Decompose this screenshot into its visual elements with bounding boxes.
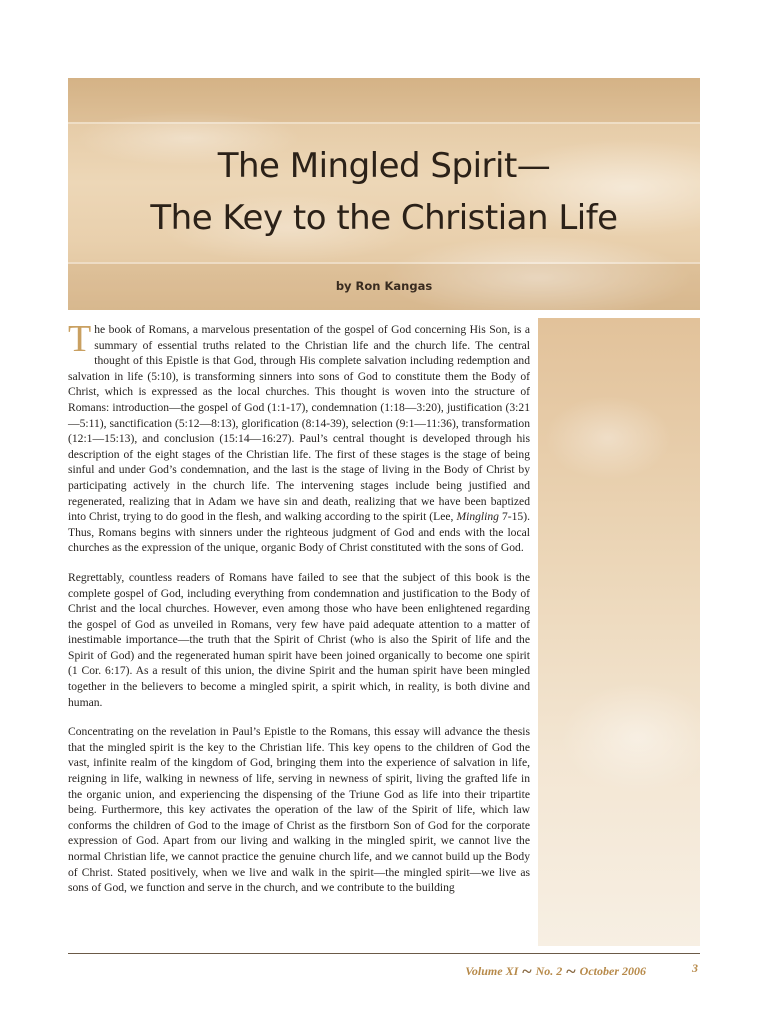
tilde-separator-2: ~ bbox=[566, 961, 576, 981]
banner-top-band bbox=[68, 78, 700, 122]
paragraph-1 bbox=[68, 318, 530, 556]
tilde-separator-1: ~ bbox=[522, 961, 532, 981]
title-line-1: The Mingled Spirit— bbox=[217, 146, 551, 186]
title-line-2: The Key to the Christian Life bbox=[150, 198, 618, 238]
banner-divider-bottom bbox=[68, 262, 700, 264]
footer-rule bbox=[68, 953, 700, 954]
issue-date: October 2006 bbox=[579, 964, 646, 978]
book-title-italic: Mingling bbox=[456, 510, 499, 524]
issue-number: No. 2 bbox=[535, 964, 563, 978]
paragraph-3: Concentrating on the revelation in Paul’s Epistle to the Romans, this essay will advance the thesis that the mingled spirit is the key to the Christian life. This key opens to the children of God the vast, infinite realm of the kingdom of God, bringing them into the experience of salvation in life, reigning in life, walking in newness of life, serving in newness of spirit, living the grafted life in the organic union, and experiencing the dispensing of the Triune God as life into their tripartite being. Furthermore, this key activates the operation of the law of the Spirit of life, which law conforms the children of God to the image of Christ as the firstborn Son of God for the corporate expression of God. Apart from our living and walking in the mingled spirit, we cannot live the normal Christian life, we cannot practice the genuine church life, and we cannot build up the Body of Christ. Stated positively, when we live and walk in the spirit—the mingled spirit—we live as sons of God, we function and serve in the church, and we contribute to the building bbox=[68, 725, 530, 895]
article-title bbox=[68, 140, 700, 244]
paragraph-1-text: he book of Romans, a marvelous presentation of the gospel of God concerning His Son, is a summary of essential truths related to the Christian life and the church life. The central thought of this Epistle is that God, through His complete salvation including redemption and salvation in life (5:10), is transforming sinners into sons of God to constitute them the Body of Christ, which is expressed as the local churches. This thought is woven into the structure of Romans: introduction—the gospel of God (1:1-17), condemnation (1:18—3:20), justification (3:21—5:11), sanctification (5:12—8:13), glorification (8:14-39), selection (9:1—11:36), transformation (12:1—15:13), and conclusion (15:14—16:27). Paul’s central thought is developed through his description of the eight stages of the Christian life. The first of these stages is the stage of being sinful and under God’s condemnation, and the last is the stage of living in the Body of Christ by participating actively in the church life. The intervening stages include being justified and regenerated, realizing that in Adam we have sin and death, realizing that we have been baptized into Christ, trying to do good in the flesh, and walking according to the spirit (Lee, bbox=[68, 323, 530, 524]
page-number: 3 bbox=[692, 961, 698, 975]
drop-cap: T bbox=[68, 318, 92, 360]
banner-divider-top bbox=[68, 122, 700, 124]
article-body bbox=[68, 318, 530, 910]
title-banner bbox=[68, 78, 700, 310]
issue-info bbox=[465, 961, 646, 982]
decorative-side-image bbox=[538, 318, 700, 946]
paragraph-1-end: 7-15). Thus, Romans begins with sinners under the righteous judgment of God and ends with the local churches as the expression of the unique, organic Body of Christ constituted with the sons of God. bbox=[68, 510, 530, 555]
paragraph-2: Regrettably, countless readers of Romans have failed to see that the subject of this book is the complete gospel of God, including everything from condemnation and justification to the Body of Christ and the local churches. However, even among those who have been enlightened regarding the gospel of God as unveiled in Romans, very few have paid adequate attention to a matter of inestimable importance—the truth that the Spirit of Christ (who is also the Spirit of life and the Spirit of God) and the regenerated human spirit have been joined organically to become one spirit (1 Cor. 6:17). As a result of this union, the divine Spirit and the human spirit have been mingled together in the believers to become a mingled spirit, a spirit which, in reality, is both divine and human. bbox=[68, 570, 530, 709]
page-footer bbox=[68, 961, 700, 981]
volume-label: Volume XI bbox=[465, 964, 519, 978]
byline: by Ron Kangas bbox=[335, 279, 433, 293]
